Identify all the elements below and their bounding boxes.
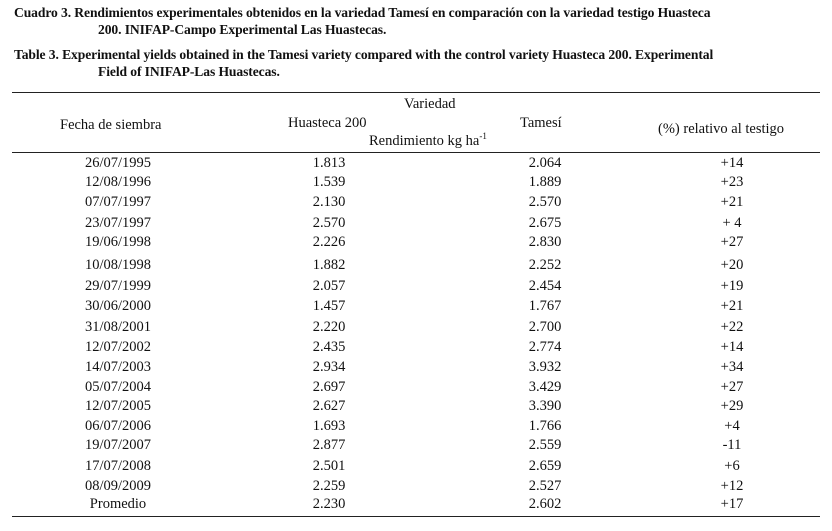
header-fecha-de-siembra: Fecha de siembra bbox=[60, 117, 162, 133]
cell-relative: +22 bbox=[720, 319, 744, 335]
header-unit bbox=[369, 133, 487, 150]
cell-date: 17/07/2008 bbox=[84, 458, 152, 474]
cell-tamesi: 2.454 bbox=[528, 278, 562, 294]
cell-huasteca-200: 2.435 bbox=[312, 339, 346, 355]
header-unit-superscript: -1 bbox=[479, 131, 487, 141]
cell-tamesi: 2.830 bbox=[528, 234, 562, 250]
cell-date: 30/06/2000 bbox=[84, 298, 152, 314]
cell-tamesi: 2.675 bbox=[528, 215, 562, 231]
cell-huasteca-200: 1.693 bbox=[312, 418, 346, 434]
cell-huasteca-200: 2.130 bbox=[312, 194, 346, 210]
cell-huasteca-200: 2.697 bbox=[312, 379, 346, 395]
cell-relative: + 4 bbox=[722, 215, 742, 231]
cell-tamesi: 3.932 bbox=[528, 359, 562, 375]
cell-tamesi: 2.774 bbox=[528, 339, 562, 355]
caption-english-line1: Table 3. Experimental yields obtained in the Tamesi variety compared with the control variety Huasteca 200. Experimental bbox=[14, 47, 714, 62]
header-unit-text: Rendimiento kg ha bbox=[369, 133, 480, 149]
cell-date: 12/07/2005 bbox=[84, 398, 152, 414]
cell-date: Promedio bbox=[89, 496, 147, 512]
caption-spanish-line2: 200. INIFAP-Campo Experimental Las Huastecas. bbox=[98, 22, 387, 37]
cell-relative: +23 bbox=[720, 174, 744, 190]
cell-date: 06/07/2006 bbox=[84, 418, 152, 434]
cell-tamesi: 3.429 bbox=[528, 379, 562, 395]
cell-relative: +34 bbox=[720, 359, 744, 375]
cell-tamesi: 2.252 bbox=[528, 257, 562, 273]
cell-tamesi: 2.602 bbox=[528, 496, 562, 512]
cell-date: 07/07/1997 bbox=[84, 194, 152, 210]
cell-huasteca-200: 2.501 bbox=[312, 458, 346, 474]
cell-date: 26/07/1995 bbox=[84, 155, 152, 171]
caption-english bbox=[14, 46, 713, 80]
cell-date: 29/07/1999 bbox=[84, 278, 152, 294]
cell-tamesi: 1.766 bbox=[528, 418, 562, 434]
caption-spanish bbox=[14, 4, 710, 38]
cell-relative: +29 bbox=[720, 398, 744, 414]
cell-date: 19/06/1998 bbox=[84, 234, 152, 250]
header-tamesi: Tamesí bbox=[520, 115, 562, 131]
cell-tamesi: 2.570 bbox=[528, 194, 562, 210]
header-bottom-rule bbox=[12, 152, 820, 153]
cell-date: 12/08/1996 bbox=[84, 174, 152, 190]
cell-date: 10/08/1998 bbox=[84, 257, 152, 273]
cell-tamesi: 1.889 bbox=[528, 174, 562, 190]
cell-relative: -11 bbox=[722, 437, 742, 453]
cell-tamesi: 2.659 bbox=[528, 458, 562, 474]
cell-relative: +17 bbox=[720, 496, 744, 512]
cell-relative: +4 bbox=[724, 418, 740, 434]
cell-tamesi: 2.064 bbox=[528, 155, 562, 171]
cell-huasteca-200: 1.882 bbox=[312, 257, 346, 273]
table-top-rule bbox=[12, 92, 820, 93]
cell-date: 12/07/2002 bbox=[84, 339, 152, 355]
cell-tamesi: 3.390 bbox=[528, 398, 562, 414]
cell-huasteca-200: 2.220 bbox=[312, 319, 346, 335]
caption-english-line2: Field of INIFAP-Las Huastecas. bbox=[98, 64, 280, 79]
cell-relative: +12 bbox=[720, 478, 744, 494]
cell-relative: +14 bbox=[720, 339, 744, 355]
cell-relative: +21 bbox=[720, 194, 744, 210]
cell-huasteca-200: 1.539 bbox=[312, 174, 346, 190]
cell-date: 31/08/2001 bbox=[84, 319, 152, 335]
cell-huasteca-200: 2.627 bbox=[312, 398, 346, 414]
caption-spanish-line1: Cuadro 3. Rendimientos experimentales obtenidos en la variedad Tamesí en comparación con la variedad testigo Huasteca bbox=[14, 5, 711, 20]
cell-huasteca-200: 2.877 bbox=[312, 437, 346, 453]
cell-huasteca-200: 1.457 bbox=[312, 298, 346, 314]
cell-relative: +19 bbox=[720, 278, 744, 294]
cell-tamesi: 2.527 bbox=[528, 478, 562, 494]
cell-huasteca-200: 2.570 bbox=[312, 215, 346, 231]
cell-tamesi: 2.559 bbox=[528, 437, 562, 453]
cell-date: 08/09/2009 bbox=[84, 478, 152, 494]
cell-huasteca-200: 2.934 bbox=[312, 359, 346, 375]
cell-relative: +27 bbox=[720, 234, 744, 250]
cell-date: 23/07/1997 bbox=[84, 215, 152, 231]
cell-relative: +6 bbox=[724, 458, 740, 474]
cell-tamesi: 2.700 bbox=[528, 319, 562, 335]
table-bottom-rule bbox=[12, 516, 820, 517]
header-huasteca-200: Huasteca 200 bbox=[288, 115, 367, 131]
cell-huasteca-200: 2.230 bbox=[312, 496, 346, 512]
cell-relative: +14 bbox=[720, 155, 744, 171]
cell-date: 19/07/2007 bbox=[84, 437, 152, 453]
header-group-variedad: Variedad bbox=[404, 96, 456, 112]
cell-date: 05/07/2004 bbox=[84, 379, 152, 395]
cell-huasteca-200: 2.057 bbox=[312, 278, 346, 294]
cell-huasteca-200: 2.226 bbox=[312, 234, 346, 250]
cell-relative: +21 bbox=[720, 298, 744, 314]
cell-date: 14/07/2003 bbox=[84, 359, 152, 375]
header-relativo-testigo: (%) relativo al testigo bbox=[658, 121, 785, 137]
cell-huasteca-200: 1.813 bbox=[312, 155, 346, 171]
cell-huasteca-200: 2.259 bbox=[312, 478, 346, 494]
cell-tamesi: 1.767 bbox=[528, 298, 562, 314]
cell-relative: +27 bbox=[720, 379, 744, 395]
cell-relative: +20 bbox=[720, 257, 744, 273]
